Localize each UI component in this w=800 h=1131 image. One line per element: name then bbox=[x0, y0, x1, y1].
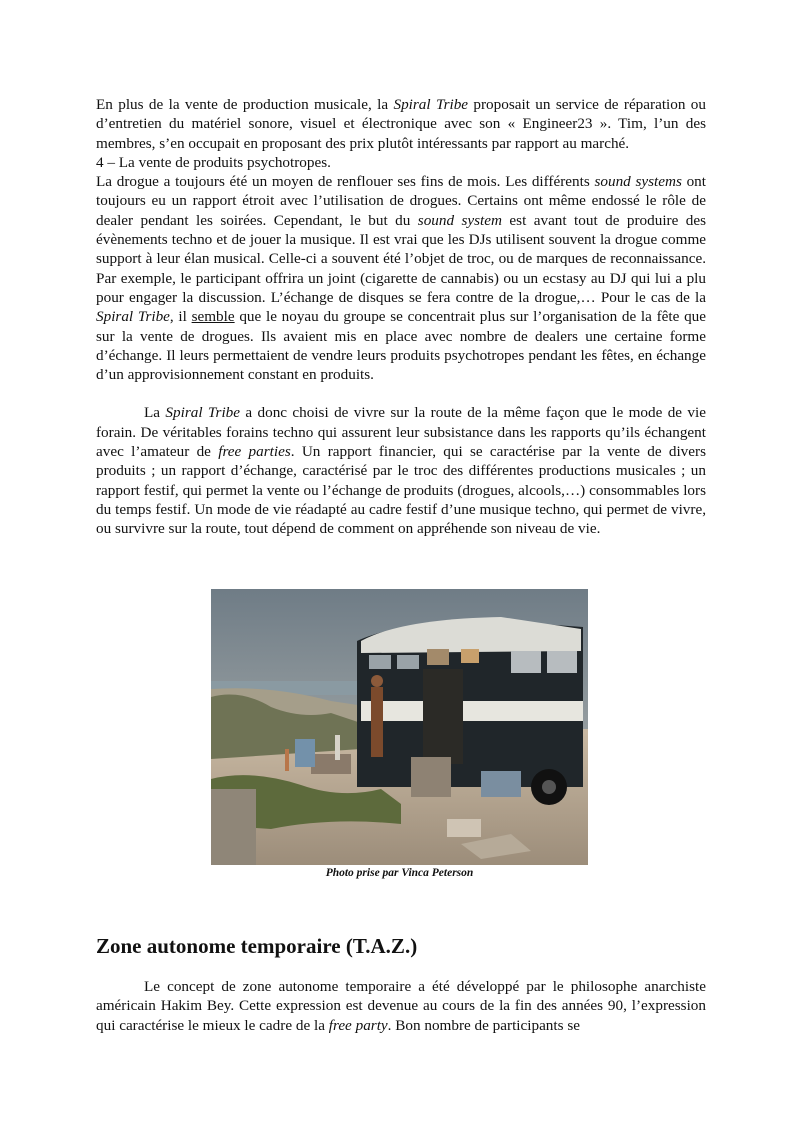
text-run-italic: Spiral Tribe bbox=[96, 308, 170, 326]
paragraph-forain bbox=[96, 403, 706, 538]
bus-photo bbox=[211, 589, 588, 865]
text-run: a donc choisi de vivre sur la route de la même façon que le mode de vie forain. De véritables forains techno qui assurent leur subsistance dans les rapports qu’ils échangent avec l’amateur de bbox=[96, 404, 706, 461]
text-run: La drogue a toujours été un moyen de renflouer ses fins de mois. Les différents bbox=[96, 173, 595, 191]
paragraph-engineer bbox=[96, 95, 706, 153]
text-run-italic: Spiral Tribe bbox=[165, 404, 240, 422]
text-run-italic: sound system bbox=[417, 211, 502, 229]
text-run: proposait un service de réparation ou d’entretien du matériel sonore, visuel et électronique avec son « Engineer23 ». Tim, l’un des membres, s’en occupait en proposant des prix plutôt intéressants par rapport au marché. bbox=[96, 96, 706, 152]
paragraph-taz bbox=[96, 977, 706, 1035]
photo-illustration bbox=[211, 589, 588, 865]
text-run: Le concept de zone autonome temporaire a été développé par le philosophe anarchiste américain Hakim Bey. Cette expression est devenue au cours de la fin des années 90, l’expression qui caractérise le mieux le cadre de la bbox=[96, 978, 706, 1034]
body-text bbox=[96, 95, 706, 539]
photo-caption: Photo prise par Vinca Peterson bbox=[325, 867, 474, 879]
text-run-underlined: semble bbox=[191, 308, 235, 326]
body-text-section bbox=[96, 977, 706, 1035]
text-run: que le noyau du groupe se concentrait plus sur l’organisation de la fête que sur la vente de drogues. Ils avaient mis en place avec nombre de dealers une certaine forme d’échange. Il leurs permettaient de vendre leurs produits psychotropes pendant les fêtes, en échange d’un approvisionnement constant en produits. bbox=[96, 308, 706, 384]
paragraph-gap bbox=[96, 384, 706, 403]
text-run-italic: Spiral Tribe bbox=[393, 96, 469, 113]
text-run-italic: free party bbox=[328, 1016, 388, 1034]
section-title: Zone autonome temporaire (T.A.Z.) bbox=[96, 934, 418, 958]
text-run: En plus de la vente de production musicale, la bbox=[96, 96, 394, 113]
paragraph-drugs bbox=[96, 172, 706, 384]
text-run-italic: sound systems bbox=[594, 173, 682, 191]
text-run: , il bbox=[169, 308, 192, 326]
text-run: . Un rapport financier, qui se caractérise par la vente de divers produits ; un rapport d’échange, caractérisé par le troc des différentes productions musicales ; un rapport festif, qui permet la vente ou l’échange de produits (drogues, alcools,…) consommables lors du temps festif. Un mode de vie réadapté au cadre festif d’une musique techno, qui permet de vivre, ou survivre sur la route, tout dépend de comment on appréhende son niveau de vie. bbox=[96, 443, 706, 538]
text-run: La bbox=[144, 404, 166, 422]
text-run: . Bon nombre de participants se bbox=[387, 1016, 580, 1034]
text-run: ont toujours eu un rapport étroit avec l’utilisation de drogues. Certains ont même endossé le rôle de dealer pendant les soirées. Cependant, le but du bbox=[96, 173, 706, 229]
text-run-italic: free parties bbox=[218, 443, 291, 461]
text-run: est avant tout de produire des évènements techno et de jouer la musique. Il est vrai que les DJs utilisent souvent la drogue comme support à leur élan musical. Celle-ci a souvent été l’objet de troc, ou de marques de reconnaissance. Par exemple, le participant offrira un joint (cigarette de cannabis) ou un ecstasy au DJ qui lui a plu pour engager la discussion. L’échange de disques se fera contre de la drogue,… Pour le cas de la bbox=[96, 211, 707, 306]
subheading-psychotropes: 4 – La vente de produits psychotropes. bbox=[96, 153, 331, 171]
